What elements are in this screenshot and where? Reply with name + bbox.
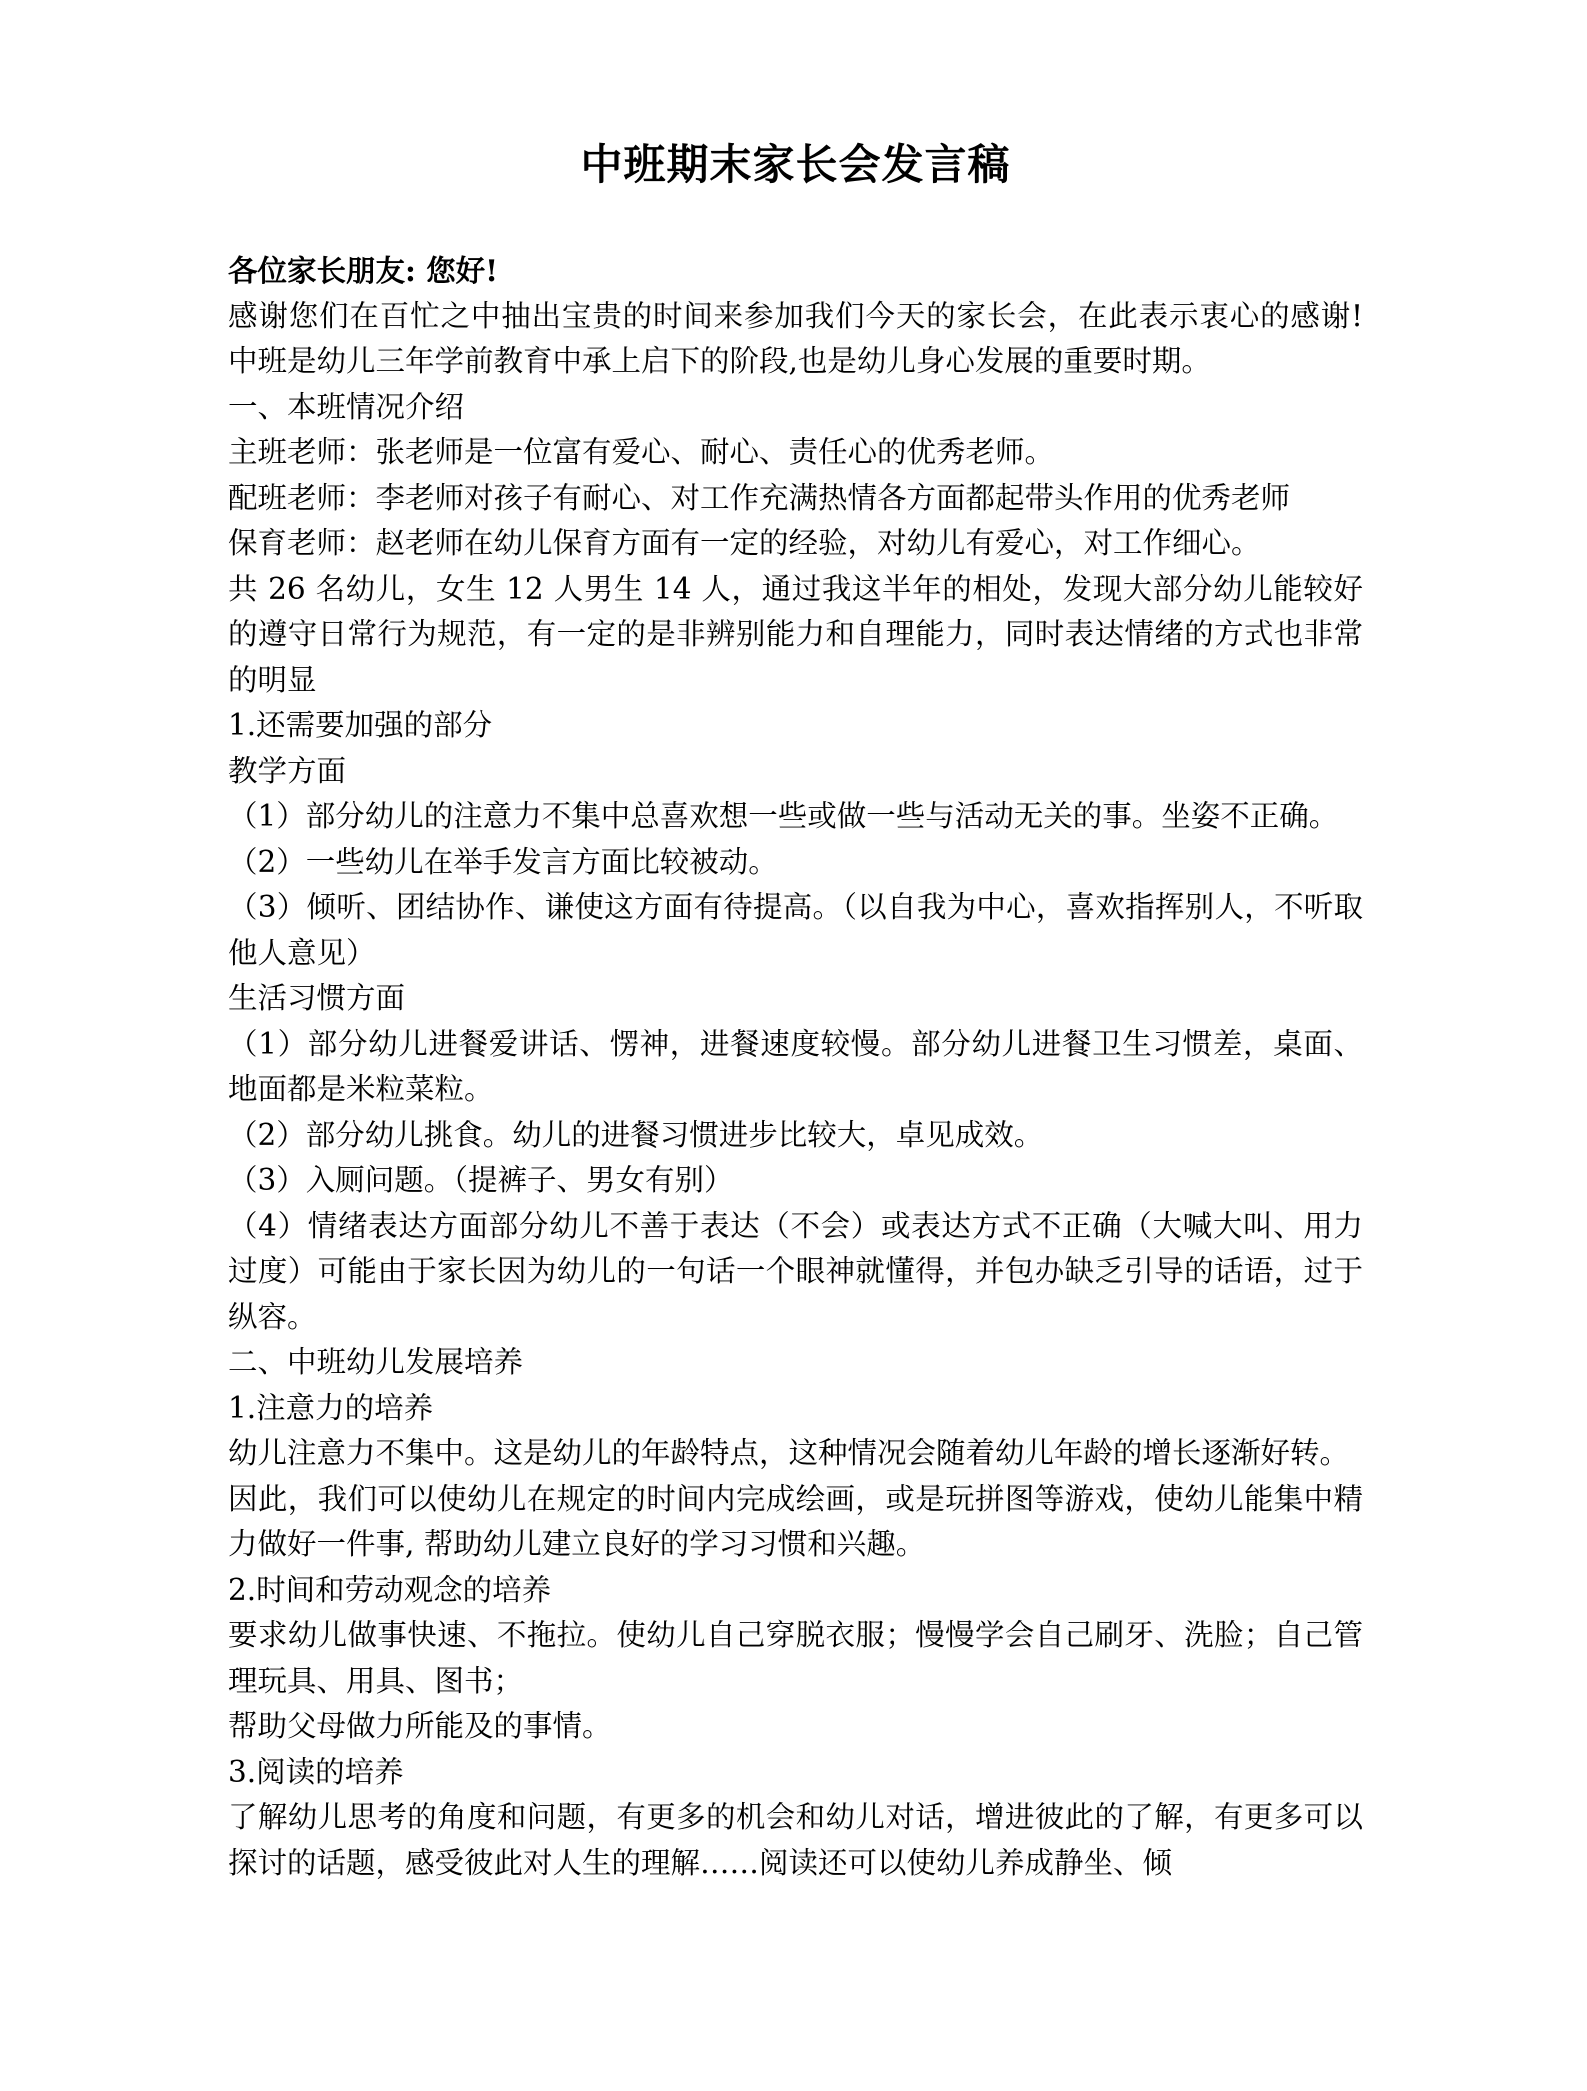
paragraph-dev-1-body-a: 幼儿注意力不集中。这是幼儿的年龄特点，这种情况会随着幼儿年龄的增长逐渐好转。 <box>228 1436 1350 1471</box>
paragraph-dev-2-heading: 2.时间和劳动观念的培养 <box>228 1572 552 1607</box>
paragraph-dev-1-heading: 1.注意力的培养 <box>228 1390 434 1425</box>
paragraph-habits-3: （3）入厕问题。（提裤子、男女有别） <box>228 1163 734 1198</box>
paragraph-main-teacher: 主班老师：张老师是一位富有爱心、耐心、责任心的优秀老师。 <box>228 435 1055 470</box>
paragraph-teaching-1: （1）部分幼儿的注意力不集中总喜欢想一些或做一些与活动无关的事。坐姿不正确。 <box>228 799 1339 834</box>
title-spacer <box>228 190 1363 248</box>
document-body <box>228 0 1363 1886</box>
paragraph-dev-3-body: 了解幼儿思考的角度和问题，有更多的机会和幼儿对话，增进彼此的了解，有更多可以探讨的话题，感受彼此对人生的理解……阅读还可以使幼儿养成静坐、倾 <box>228 1800 1363 1880</box>
paragraph-dev-2-body-b: 帮助父母做力所能及的事情。 <box>228 1709 612 1744</box>
paragraph-teaching-3: （3）倾听、团结协作、谦使这方面有待提高。（以自我为中心，喜欢指挥别人，不听取他人意见） <box>228 890 1363 970</box>
paragraph-habits-4: （4）情绪表达方面部分幼儿不善于表达（不会）或表达方式不正确（大喊大叫、用力过度）可能由于家长因为幼儿的一句话一个眼神就懂得，并包办缺乏引导的话语，过于纵容。 <box>228 1208 1363 1334</box>
paragraph-habits-1: （1）部分幼儿进餐爱讲话、愣神，进餐速度较慢。部分幼儿进餐卫生习惯差，桌面、地面都是米粒菜粒。 <box>228 1026 1363 1107</box>
paragraph-teaching-2: （2）一些幼儿在举手发言方面比较被动。 <box>228 844 778 879</box>
paragraph-container <box>228 248 1363 1886</box>
paragraph-dev-1-body-b: 因此，我们可以使幼儿在规定的时间内完成绘画，或是玩拼图等游戏，使幼儿能集中精力做好一件事, 帮助幼儿建立良好的学习习惯和兴趣。 <box>228 1481 1363 1562</box>
paragraph-teaching-aspect: 教学方面 <box>228 753 347 788</box>
paragraph-habits-2: （2）部分幼儿挑食。幼儿的进餐习惯进步比较大，卓见成效。 <box>228 1117 1044 1152</box>
paragraph-assistant-teacher: 配班老师：李老师对孩子有耐心、对工作充满热情各方面都起带头作用的优秀老师 <box>228 480 1291 515</box>
paragraph-dev-2-body-a: 要求幼儿做事快速、不拖拉。使幼儿自己穿脱衣服；慢慢学会自己刷牙、洗脸；自己管理玩具、用具、图书； <box>228 1618 1363 1698</box>
paragraph-item-1-strengthen: 1.还需要加强的部分 <box>228 708 493 743</box>
page-title: 中班期末家长会发言稿 <box>580 140 1011 189</box>
paragraph-section-two-heading: 二、中班幼儿发展培养 <box>228 1345 524 1380</box>
paragraph-thanks: 感谢您们在百忙之中抽出宝贵的时间来参加我们今天的家长会，在此表示衷心的感谢! 中班是幼儿三年学前教育中承上启下的阶段,也是幼儿身心发展的重要时期。 <box>228 298 1363 379</box>
paragraph-class-stats: 共 26 名幼儿，女生 12 人男生 14 人，通过我这半年的相处，发现大部分幼儿能较好的遵守日常行为规范，有一定的是非辨别能力和自理能力，同时表达情绪的方式也非常的明显 <box>228 571 1363 697</box>
paragraph-care-teacher: 保育老师：赵老师在幼儿保育方面有一定的经验，对幼儿有爱心，对工作细心。 <box>228 526 1261 561</box>
paragraph-greeting: 各位家长朋友: 您好! <box>228 253 499 289</box>
paragraph-dev-3-heading: 3.阅读的培养 <box>228 1754 404 1789</box>
paragraph-section-one-heading: 一、本班情况介绍 <box>228 389 465 424</box>
paragraph-habits-aspect: 生活习惯方面 <box>228 981 406 1016</box>
